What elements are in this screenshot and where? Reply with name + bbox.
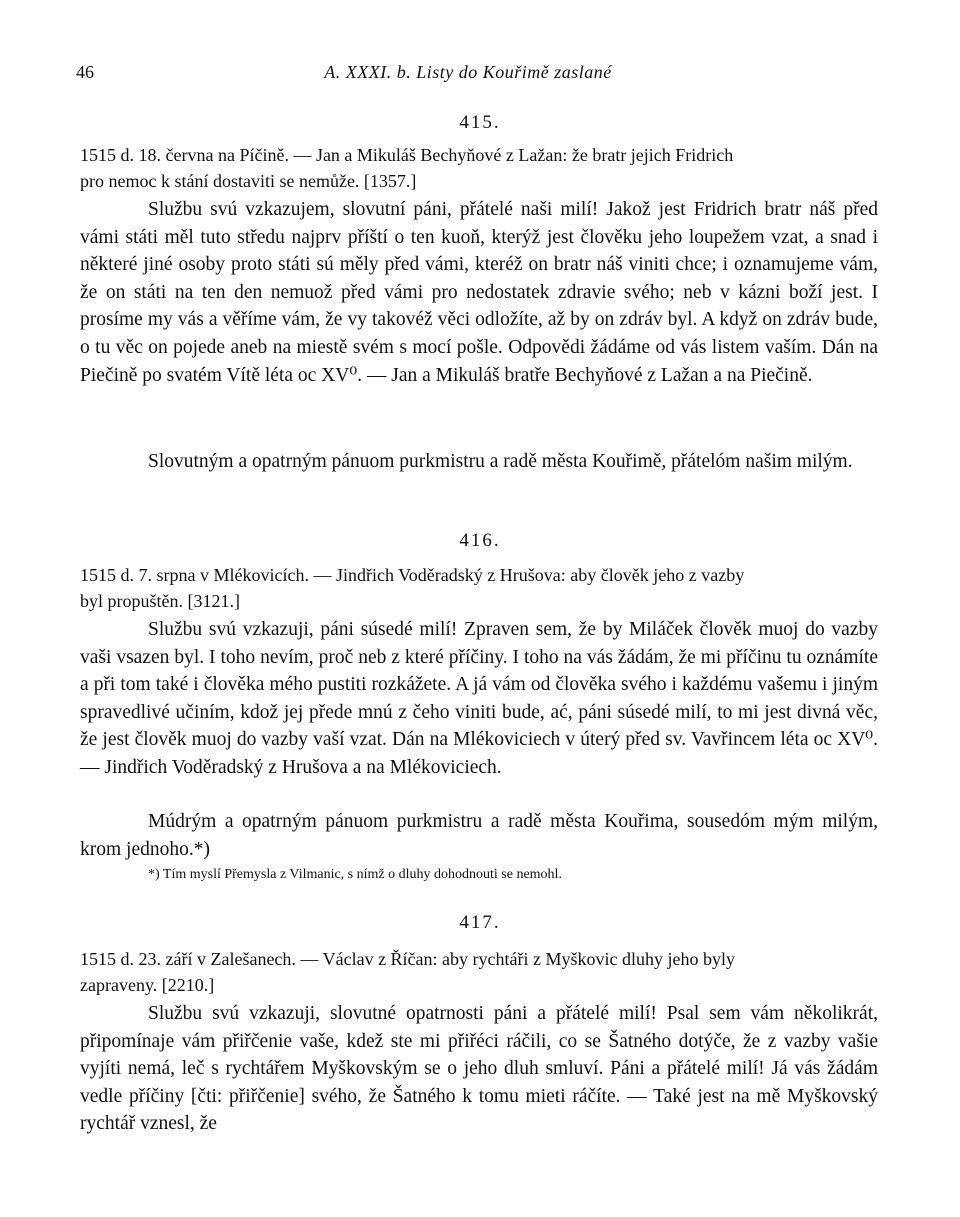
letter-number: 416. [459, 530, 501, 551]
letter-regest [80, 946, 878, 998]
letter-number: 417. [459, 912, 501, 933]
page-number: 46 [76, 62, 94, 82]
letter-body: Službu svú vzkazuji, páni súsedé milí! Zpraven sem, že by Miláček člověk muoj do vazby vaši vsazen byl. I toho nevím, proč neb z které příčiny. I toho na vás žádám, že mi příčinu tu oznámíte a při tom také i člověka mého pustiti rozkážete. A já vám od člověka svého i každému vašemu i jiným spravedlivé učiním, kdož jej přede mnú z čeho viniti bude, ać, páni súsedé milí, to mi jest divná věc, že jest člověk muoj do vazby vaší vzat. Dán na Mlékoviciech v úterý před sv. Vavřincem léta oc XV⁰. — Jindřich Voděradský z Hrušova a na Mlékoviciech. [80, 619, 878, 778]
letter-address: Slovutným a opatrným pánuom purkmistru a radě města Kouřimě, přátelóm našim milým. [148, 451, 853, 472]
running-title: A. XXXI. b. Listy do Kouřimě zaslané [324, 62, 612, 82]
letter-number: 415. [459, 112, 501, 133]
footnote: *) Tím myslí Přemysla z Vilmanic, s nímž o dluhy dohodnouti se nemohl. [148, 867, 562, 882]
letter-address: Múdrým a opatrným pánuom purkmistru a radě města Kouřima, sousedóm mým milým, krom jednoho.*) [80, 811, 878, 860]
regest-line: pro nemoc k stání dostaviti se nemůže. [1357.] [80, 171, 417, 191]
regest-line: zapraveny. [2210.] [80, 975, 215, 995]
letter-regest [80, 142, 878, 194]
regest-line: 1515 d. 18. června na Píčině. — Jan a Mikuláš Bechyňové z Lažan: že bratr jejich Fridrich [80, 145, 734, 165]
regest-line: 1515 d. 7. srpna v Mlékovicích. — Jindřich Voděradský z Hrušova: aby člověk jeho z vazby [80, 565, 745, 585]
running-head [76, 62, 860, 88]
letter-regest [80, 562, 878, 614]
regest-line: byl propuštěn. [3121.] [80, 591, 240, 611]
regest-line: 1515 d. 23. září v Zalešanech. — Václav z Říčan: aby rychtáři z Myškovic dluhy jeho byly [80, 949, 735, 969]
letter-body: Službu svú vzkazuji, slovutné opatrnosti páni a přátelé milí! Psal sem vám několikrát, připomínaje vám přiřčenie vaše, kdež ste mi přiřéci ráčili, co se Šatného dotýče, že z vazby vašie vyjíti nemá, leč s rychtářem Myškovským se o jeho dluh smluví. Páni a přátelé milí! Já vás žádám vedle příčiny [čti: přiřčenie] svého, že Šatného k tomu mieti ráčíte. — Také jest na mě Myškovský rychtář vznesl, že [80, 1003, 878, 1135]
letter-body: Službu svú vzkazujem, slovutní páni, přátelé naši milí! Jakož jest Fridrich bratr náš před vámi státi měl tuto středu najprv příští o ten kuoň, kterýž jest člověku jeho loupežem vzat, a snad i některé jiné osoby proto státi sú měly před vámi, kteréž on bratr náš viniti chce; i oznamujeme vám, že on státi na ten den nemuož před vámi pro nedostatek zdravie svého; neb v kázni boží jest. I prosíme my vás a věříme vám, že vy takovéž věci odložíte, až by on zdráv byl. A když on zdráv bude, o tu věc on pojede aneb na miestě svém s mocí pošle. Odpovědi žádáme od vás listem vaším. Dán na Piečině po svatém Vítě léta oc XV⁰. — Jan a Mikuláš bratře Bechyňové z Lažan a na Piečině. [80, 199, 878, 386]
